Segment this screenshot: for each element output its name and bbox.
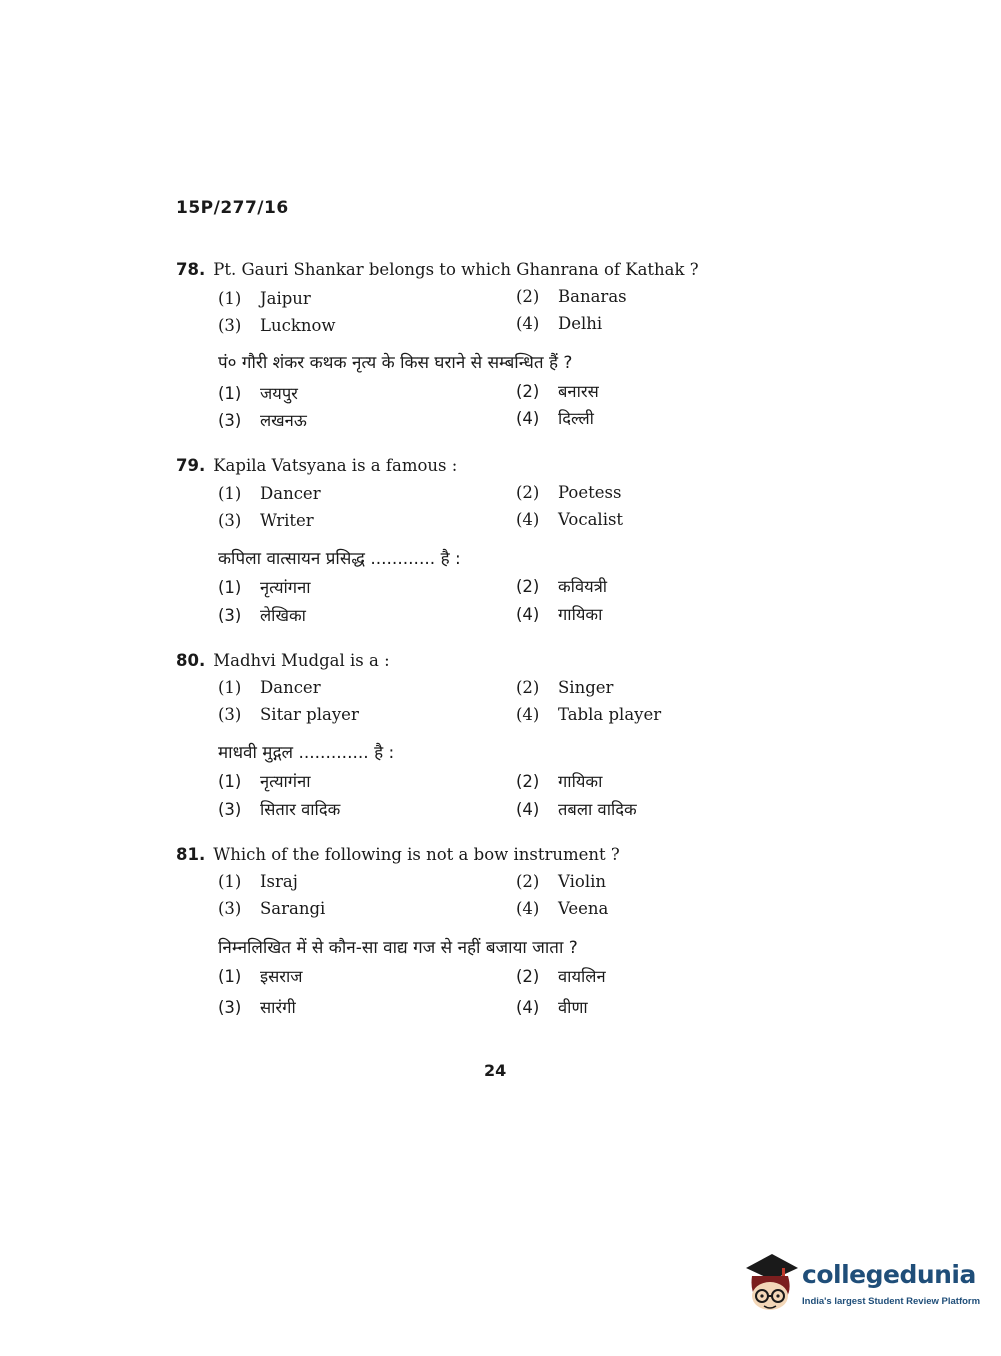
collegedunia-logo[interactable] [742, 1250, 981, 1320]
option: (4) Delhi [516, 314, 603, 333]
option: (3) Sarangi [218, 899, 326, 918]
option: (2) गायिका [516, 772, 603, 791]
option: (2) Poetess [516, 483, 622, 502]
graduate-mascot-icon [742, 1250, 800, 1316]
option: (4) Veena [516, 899, 609, 918]
page-number: 24 [484, 1061, 507, 1080]
option: (2) Banaras [516, 287, 627, 306]
option: (3) सारंगी [218, 998, 296, 1017]
option: (1) नृत्यांगना [218, 578, 311, 597]
option: (2) वायलिन [516, 967, 606, 986]
option: (1) Jaipur [218, 289, 311, 308]
question-number: 79. [176, 456, 206, 475]
logo-wordmark: collegedunia [802, 1260, 976, 1289]
option: (2) कवियत्री [516, 577, 608, 596]
question-text-hi: कपिला वात्सायन प्रसिद्ध ............ है : [218, 549, 461, 569]
option: (1) जयपुर [218, 384, 298, 403]
question-text-hi: पं० गौरी शंकर कथक नृत्य के किस घराने से सम्बन्धित हैं ? [218, 353, 573, 373]
question-text-en: 80. Madhvi Mudgal is a : [176, 651, 390, 670]
option: (1) इसराज [218, 967, 303, 986]
option: (4) Vocalist [516, 510, 624, 529]
option: (1) नृत्यागंना [218, 772, 311, 791]
option: (4) वीणा [516, 998, 588, 1017]
question-number: 78. [176, 260, 206, 279]
option: (4) गायिका [516, 605, 603, 624]
option: (1) Israj [218, 872, 298, 891]
question-text-hi: माधवी मुद्गल ............. है : [218, 743, 395, 763]
option: (3) Sitar player [218, 705, 359, 724]
option: (3) सितार वादिक [218, 800, 341, 819]
option: (3) Lucknow [218, 316, 336, 335]
option: (4) तबला वादिक [516, 800, 637, 819]
option: (4) दिल्ली [516, 409, 594, 428]
question-text-en: 81. Which of the following is not a bow instrument ? [176, 845, 620, 864]
option: (1) Dancer [218, 484, 321, 503]
option: (2) Singer [516, 678, 614, 697]
logo-tagline: India's largest Student Review Platform [802, 1296, 981, 1307]
option: (1) Dancer [218, 678, 321, 697]
option: (3) लखनऊ [218, 411, 307, 430]
option: (2) Violin [516, 872, 607, 891]
question-text-en: 78. Pt. Gauri Shankar belongs to which Ghanrana of Kathak ? [176, 260, 699, 279]
question-number: 80. [176, 651, 206, 670]
question-number: 81. [176, 845, 206, 864]
option: (3) लेखिका [218, 606, 306, 625]
option: (2) बनारस [516, 382, 599, 401]
question-text-hi: निम्नलिखित में से कौन-सा वाद्य गज से नहीं बजाया जाता ? [218, 938, 578, 958]
option: (3) Writer [218, 511, 314, 530]
question-text-en: 79. Kapila Vatsyana is a famous : [176, 456, 458, 475]
paper-code: 15P/277/16 [176, 198, 289, 218]
option: (4) Tabla player [516, 705, 662, 724]
